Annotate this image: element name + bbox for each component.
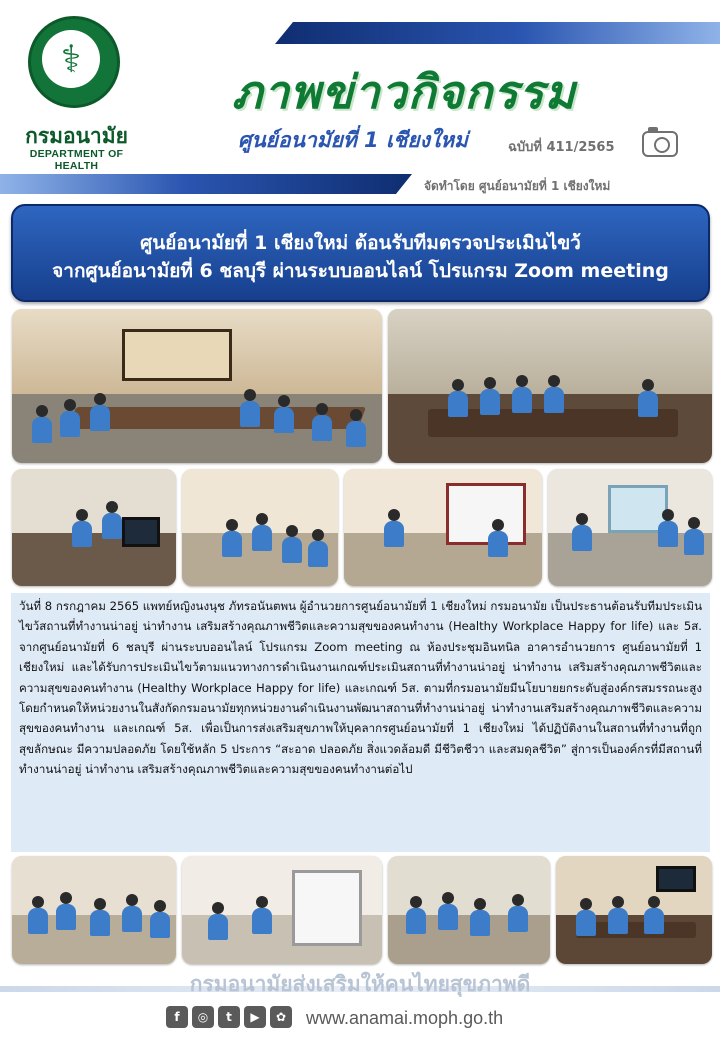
photo-staff-group — [12, 856, 176, 964]
photo-hallway-tour — [182, 469, 338, 586]
article-paragraph: วันที่ 8 กรกฎาคม 2565 แพทย์หญิงนงนุช ภัทรอนันตพน ผู้อำนวยการศูนย์อนามัยที่ 1 เชียงใหม่ กรมอนามัย เป็นประธานต้อนรับทีมประเมินไขว้สถานที่ทำงานน่าอยู่ น่าทำงาน เสริมสร้างคุณภาพชีวิตและความสุขของคนทำงาน (Healthy Workplace Happy for life) และ 5ส. จากศูนย์อนามัยที่ 6 ชลบุรี ผ่านระบบออนไลน์ โปรแกรม Zoom meeting ณ ห้องประชุมอินทนิล อาคารอำนวยการ ศูนย์อนามัยที่ 1 เชียงใหม่ และได้รับการประเมินไขว้ตามแนวทางการดำเนินงานเกณฑ์ประเมินสถานที่ทำงานน่าอยู่ น่าทำงาน เสริมสร้างคุณภาพชีวิตและความสุขของคนทำงาน (Healthy Workplace Happy for life) และเกณฑ์ 5ส. ตามที่กรมอนามัยมีนโยบายยกระดับสู่องค์กรสมรรถนะสูง โดยกำหนดให้หน่วยงานในสังกัดกรมอนามัยทุกหน่วยงานดำเนินงานพัฒนาสถานที่ทำงานน่าอยู่ น่าทำงานเสริมสร้างคุณภาพชีวิตและความสุขของคนทำงาน และเกณฑ์ 5ส. เพื่อเป็นการส่งเสริมสุขภาพให้บุคลากรศูนย์อนามัยที่ 1 เชียงใหม่ ได้ปฏิบัติงานในสถานที่ทำงานที่ถูกสุขลักษณะ มีความปลอดภัย โดยใช้หลัก 5 ประการ “สะอาด ปลอดภัย สิ่งแวดล้อมดี มีชีวิตชีวา และสมดุลชีวิต” สู่การเป็นองค์กรที่มีสถานที่ทำงานน่าอยู่ น่าทำงาน เสริมสร้างคุณภาพชีวิตและความสุขของคนทำงานต่อไป — [19, 599, 702, 777]
footer-slogan: กรมอนามัยส่งเสริมให้คนไทยสุขภาพดี — [189, 972, 531, 996]
website-link[interactable]: www.anamai.moph.go.th — [306, 1008, 504, 1028]
issue-number: ฉบับที่ 411/2565 — [508, 140, 615, 155]
photo-staff-at-computer — [12, 469, 176, 586]
photo-meeting-room-wide — [12, 309, 382, 463]
photo-storage-shelves — [182, 856, 382, 964]
center-name: ศูนย์อนามัยที่ 1 เชียงใหม่ — [238, 128, 468, 152]
photo-meeting-room-side — [388, 309, 712, 463]
bottom-decorative-stripe — [0, 174, 412, 194]
article-body — [11, 593, 710, 852]
department-name-english: DEPARTMENT OF HEALTH — [29, 148, 124, 172]
logo-inner — [42, 30, 100, 88]
photo-team-discussion — [388, 856, 550, 964]
organizer-credit: จัดทำโดย ศูนย์อนามัยที่ 1 เชียงใหม่ — [424, 179, 611, 193]
line-icon[interactable]: ◎ — [192, 1006, 214, 1028]
photo-notice-board — [344, 469, 542, 586]
caduceus-icon: ⚕ — [60, 37, 82, 81]
photo-conference-table — [556, 856, 712, 964]
headline-line-1: ศูนย์อนามัยที่ 1 เชียงใหม่ ต้อนรับทีมตรวจประเมินไขว้ — [140, 232, 581, 254]
photo-clinic-room — [548, 469, 712, 586]
top-decorative-stripe — [275, 22, 720, 44]
social-links — [166, 1006, 292, 1030]
department-name-thai: กรมอนามัย — [25, 124, 128, 148]
newsletter-header — [0, 0, 720, 200]
tiktok-icon[interactable]: ✿ — [270, 1006, 292, 1028]
headline-banner — [11, 204, 710, 302]
twitter-icon[interactable]: t — [218, 1006, 240, 1028]
page-title: ภาพข่าวกิจกรรม — [232, 65, 576, 119]
ministry-logo — [28, 16, 120, 108]
headline-line-2: จากศูนย์อนามัยที่ 6 ชลบุรี ผ่านระบบออนไลน์ โปรแกรม Zoom meeting — [52, 260, 669, 282]
youtube-icon[interactable]: ▶ — [244, 1006, 266, 1028]
facebook-icon[interactable]: f — [166, 1006, 188, 1028]
camera-icon — [642, 131, 678, 157]
